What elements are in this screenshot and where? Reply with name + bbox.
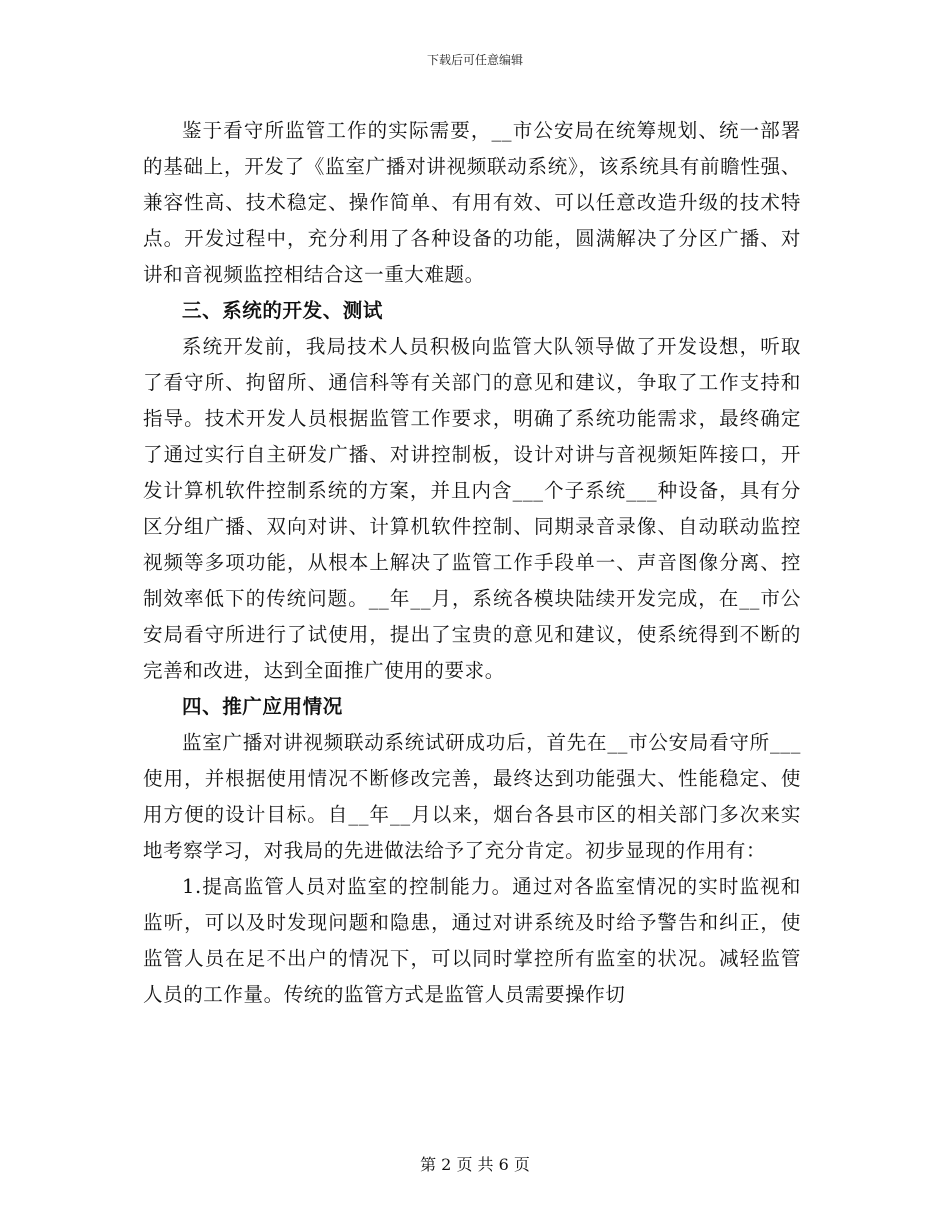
paragraph-development: 系统开发前，我局技术人员积极向监管大队领导做了开发设想，听取了看守所、拘留所、通信科等有关部门的意见和建议，争取了工作支持和指导。技术开发人员根据监管工作要求，明确了系统功能需求，最终确定了通过实行自主研发广播、对讲控制板，设计对讲与音视频矩阵接口，开发计算机软件控制系统的方案，并且内含___个子系统___种设备，具有分区分组广播、双向对讲、计算机软件控制、同期录音录像、自动联动监控视频等多项功能，从根本上解决了监管工作手段单一、声音图像分离、控制效率低下的传统问题。__年__月，系统各模块陆续开发完成，在__市公安局看守所进行了试使用，提出了宝贵的意见和建议，使系统得到不断的完善和改进，达到全面推广使用的要求。 <box>143 335 801 682</box>
paragraph-effect-1: 1.提高监管人员对监室的控制能力。通过对各监室情况的实时监视和监听，可以及时发现问题和隐患，通过对讲系统及时给予警告和纠正，使监管人员在足不出户的情况下，可以同时掌控所有监室的状况。减轻监管人员的工作量。传统的监管方式是监管人员需要操作切 <box>143 875 801 1006</box>
section-heading-development: 三、系统的开发、测试 <box>182 299 384 322</box>
document-body <box>143 113 801 1013</box>
page-header: 下载后可任意编辑 <box>426 53 523 67</box>
paragraph-application: 监室广播对讲视频联动系统试研成功后，首先在__市公安局看守所___使用，并根据使用情况不断修改完善，最终达到功能强大、性能稳定、使用方便的设计目标。自__年__月以来，烟台各县市区的相关部门多次来实地考察学习，对我局的先进做法给予了充分肯定。初步显现的作用有： <box>143 731 801 862</box>
paragraph-system-intro: 鉴于看守所监管工作的实际需要，__市公安局在统筹规划、统一部署的基础上，开发了《监室广播对讲视频联动系统》，该系统具有前瞻性强、兼容性高、技术稳定、操作简单、有用有效、可以任意改造升级的技术特点。开发过程中，充分利用了各种设备的功能，圆满解决了分区广播、对讲和音视频监控相结合这一重大难题。 <box>143 119 801 286</box>
section-heading-application: 四、推广应用情况 <box>182 695 343 718</box>
page-number-footer: 第 2 页 共 6 页 <box>420 1155 530 1174</box>
